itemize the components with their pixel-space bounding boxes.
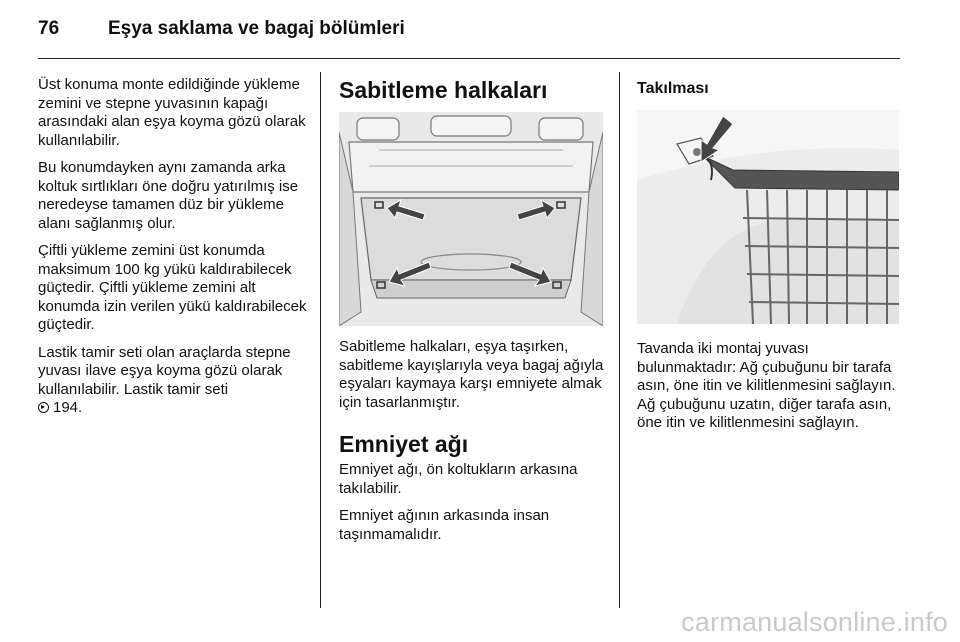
header-rule <box>38 58 900 59</box>
paragraph-4 <box>38 344 310 418</box>
installation-paragraph: Tavanda iki montaj yuvası bulunmaktadır: Ağ çubuğunu bir tarafa asın, öne itin ve kilitlenmesini sağlayın. Ağ çubuğunu uzatın, diğer tarafa asın, öne itin ve kilitlenmesini sağlayın. <box>637 340 896 431</box>
watermark: carmanualsonline.info <box>681 607 948 637</box>
column-2 <box>339 76 605 553</box>
column-1 <box>38 76 310 427</box>
paragraph-2: Bu konumdayken aynı zamanda arka koltuk sırtlıkları öne doğru yatırılmış ise neredeyse tamamen düz bir yükleme alanı sağlanmış olur. <box>38 159 299 232</box>
page-title: Eşya saklama ve bagaj bölümleri <box>108 18 405 39</box>
paragraph-4-text: Lastik tamir seti olan araçlarda stepne yuvası ilave eşya koyma gözü olarak kullanılabilir. Lastik tamir seti <box>38 343 291 398</box>
column-3 <box>637 76 903 442</box>
safety-net-paragraph-1: Emniyet ağı, ön koltukların arkasına takılabilir. <box>339 461 578 497</box>
page-reference-link[interactable]: 194. <box>53 399 83 416</box>
column-divider-left <box>320 72 321 608</box>
safety-net-paragraph-2: Emniyet ağının arkasında insan taşınmamalıdır. <box>339 507 550 543</box>
lashing-eyes-paragraph: Sabitleme halkaları, eşya taşırken, sabitleme kayışlarıyla veya bagaj ağıyla eşyaları kaymaya karşı emniyete almak için tasarlanmıştır. <box>339 338 604 411</box>
page-reference-icon <box>38 402 49 413</box>
lashing-eyes-figure <box>339 112 603 326</box>
section-heading-lashing-eyes: Sabitleme halkaları <box>339 77 548 103</box>
paragraph-3: Çiftli yükleme zemini üst konumda maksimum 100 kg yükü kaldırabilecek güçtedir. Çiftli yükleme zemini alt konumda izin verilen yükü kaldırabilecek güçtedir. <box>38 242 307 333</box>
column-divider-right <box>619 72 620 608</box>
net-installation-figure <box>637 110 899 324</box>
section-heading-safety-net: Emniyet ağı <box>339 431 469 457</box>
page-number: 76 <box>38 18 60 39</box>
page-header <box>38 14 900 50</box>
section-heading-installation: Takılması <box>637 80 709 97</box>
paragraph-1: Üst konuma monte edildiğinde yükleme zemini ve stepne yuvasının kapağı arasındaki alan eşya koyma gözü olarak kullanılabilir. <box>38 76 306 149</box>
